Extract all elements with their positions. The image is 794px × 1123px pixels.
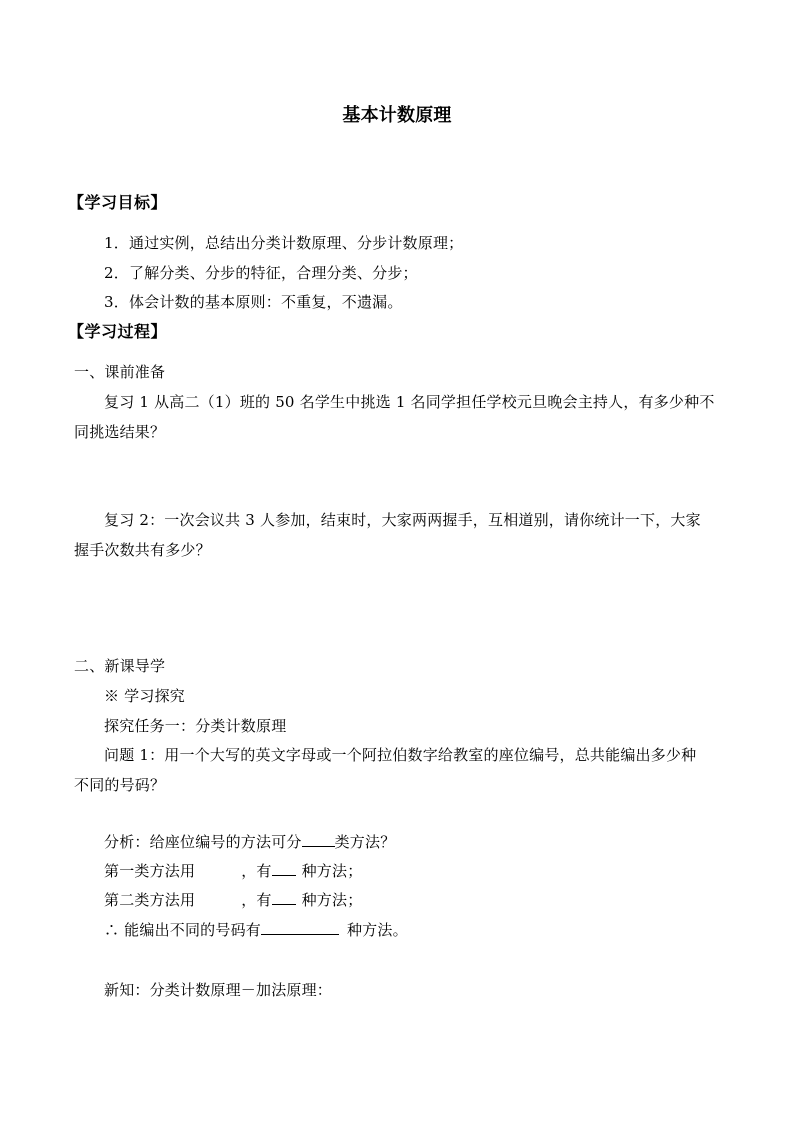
conclusion-line <box>104 920 408 940</box>
conclusion-prefix: ∴ 能编出不同的号码有 <box>104 921 261 939</box>
method2-middle: ，有 <box>241 891 272 909</box>
explore-label: ※ 学习探究 <box>104 687 185 705</box>
method1-prefix: 第一类方法用 <box>104 862 196 880</box>
method1-blank[interactable] <box>272 861 296 876</box>
method2-suffix: 种方法； <box>301 891 363 909</box>
task1-title: 探究任务一：分类计数原理 <box>104 717 287 735</box>
review1-line2: 同挑选结果？ <box>74 423 166 441</box>
method2-line <box>104 890 362 910</box>
conclusion-blank[interactable] <box>261 920 339 935</box>
objective-item-3: 3．体会计数的基本原则：不重复，不遗漏。 <box>104 293 403 311</box>
question1-line2: 不同的号码？ <box>74 776 166 794</box>
method1-suffix: 种方法； <box>301 862 363 880</box>
analysis-prefix: 分析：给座位编号的方法可分 <box>104 833 302 851</box>
method1-line <box>104 861 362 881</box>
analysis-line <box>104 832 395 852</box>
process-heading: 【学习过程】 <box>68 322 168 341</box>
objectives-heading: 【学习目标】 <box>68 193 168 212</box>
method2-prefix: 第二类方法用 <box>104 891 196 909</box>
analysis-suffix: 类方法？ <box>334 833 396 851</box>
review2-line2: 握手次数共有多少？ <box>74 541 211 559</box>
conclusion-suffix: 种方法。 <box>346 921 408 939</box>
new-knowledge-line: 新知：分类计数原理－加法原理： <box>104 981 333 999</box>
part2-heading: 二、新课导学 <box>74 657 166 675</box>
objective-item-2: 2．了解分类、分步的特征，合理分类、分步； <box>104 264 418 282</box>
review1-line1: 复习 1 从高二（1）班的 50 名学生中挑选 1 名同学担任学校元旦晚会主持人，有多少种不 <box>104 393 715 411</box>
method2-blank[interactable] <box>272 890 296 905</box>
question1-line1: 问题 1：用一个大写的英文字母或一个阿拉伯数字给教室的座位编号，总共能编出多少种 <box>104 746 697 764</box>
page-title: 基本计数原理 <box>342 105 452 126</box>
review2-line1: 复习 2：一次会议共 3 人参加，结束时，大家两两握手，互相道别，请你统计一下，大家 <box>104 511 701 529</box>
objective-item-1: 1．通过实例，总结出分类计数原理、分步计数原理； <box>104 234 464 252</box>
part1-heading: 一、课前准备 <box>74 363 166 381</box>
analysis-blank[interactable] <box>302 832 335 847</box>
method1-middle: ，有 <box>241 862 272 880</box>
